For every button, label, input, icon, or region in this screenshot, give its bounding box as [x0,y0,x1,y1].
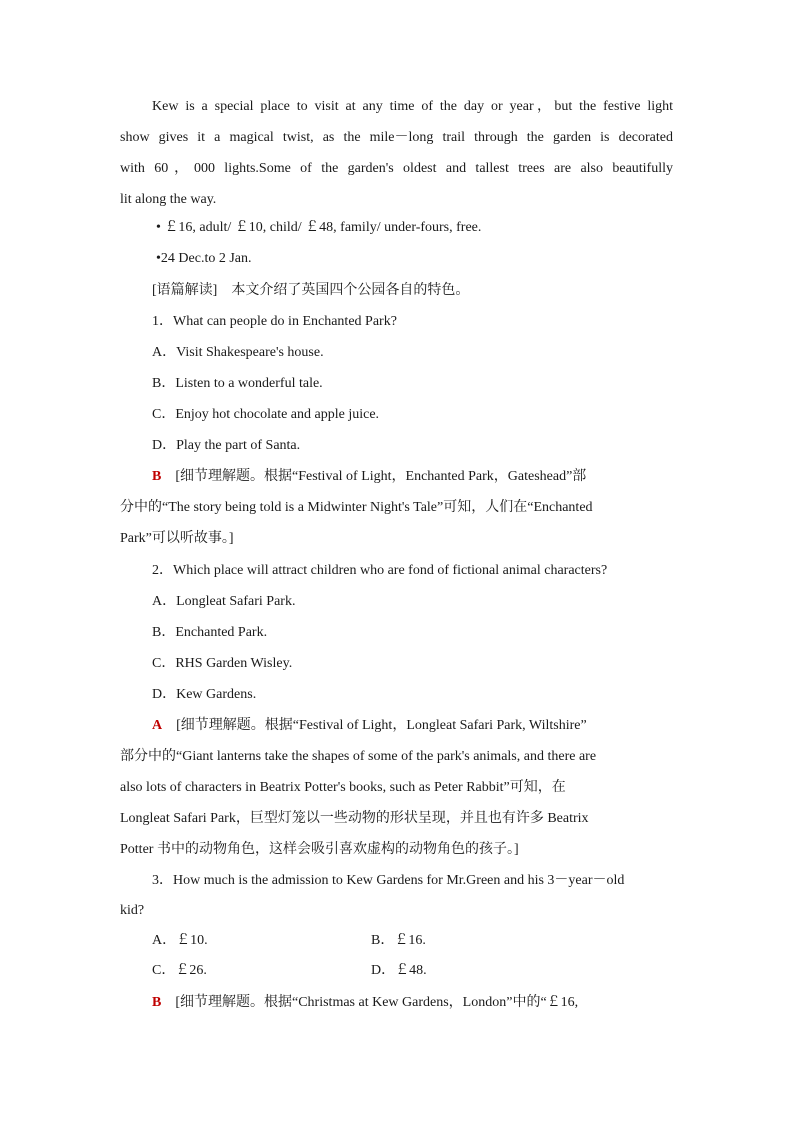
answer-explanation [152,992,673,1014]
option-b: B．￡16. [371,933,426,948]
answer-letter: A [152,718,163,733]
answer-explanation [152,466,673,488]
option-d: D．￡48. [371,963,427,978]
option-b: B．Listen to a wonderful tale. [152,376,323,391]
option-row [152,930,592,952]
option-a: A．Visit Shakespeare's house. [152,345,324,360]
option-c: C．RHS Garden Wisley. [152,656,293,671]
question-stem-cont: kid? [120,903,145,918]
explanation-line: Longleat Safari Park，巨型灯笼以一些动物的形状呈现，并且也有许多 Beatrix [120,811,589,826]
option-b: B．Enchanted Park. [152,625,268,640]
price-bullet: • ￡16, adult/ ￡10, child/ ￡48, family/ under-fours, free. [156,220,482,235]
option-c: C．Enjoy hot chocolate and apple juice. [152,407,380,422]
passage-line: lit along the way. [120,192,217,207]
answer-letter: B [152,469,162,484]
date-bullet: •24 Dec.to 2 Jan. [156,251,252,266]
explanation-line: 分中的“The story being told is a Midwinter Night's Tale”可知，人们在“Enchanted [120,500,593,515]
question-stem: 3．How much is the admission to Kew Gardens for Mr.Green and his 3－year－old [152,873,625,888]
question-stem: 1．What can people do in Enchanted Park? [152,314,397,329]
answer-explanation [152,715,673,737]
option-d: D．Kew Gardens. [152,687,257,702]
explanation-line: Park”可以听故事。] [120,531,234,546]
explanation-line: also lots of characters in Beatrix Potter's books, such as Peter Rabbit”可知，在 [120,780,566,795]
passage-line: with 60，000 lights.Some of the garden's oldest and tallest trees are also beautifully [120,161,673,176]
option-d: D．Play the part of Santa. [152,438,301,453]
explanation-text: [细节理解题。根据“Christmas at Kew Gardens，London”中的“￡16, [175,995,579,1010]
option-a: A．Longleat Safari Park. [152,594,296,609]
option-row [152,960,592,982]
explanation-text: [细节理解题。根据“Festival of Light，Enchanted Park，Gateshead”部 [175,469,587,484]
answer-letter: B [152,995,162,1010]
passage-line: show gives it a magical twist, as the mile－long trail through the garden is decorated [120,130,673,145]
explanation-line: 部分中的“Giant lanterns take the shapes of some of the park's animals, and there are [120,749,597,764]
passage-summary: [语篇解读] 本文介绍了英国四个公园各自的特色。 [152,283,470,298]
option-c: C．￡26. [152,963,207,978]
passage-line: Kew is a special place to visit at any time of the day or year，but the festive light [152,99,673,114]
option-a: A．￡10. [152,933,208,948]
explanation-text: [细节理解题。根据“Festival of Light，Longleat Safari Park, Wiltshire” [176,718,587,733]
explanation-line: Potter 书中的动物角色，这样会吸引喜欢虚构的动物角色的孩子。] [120,842,519,857]
question-stem: 2．Which place will attract children who are fond of fictional animal characters? [152,563,608,578]
